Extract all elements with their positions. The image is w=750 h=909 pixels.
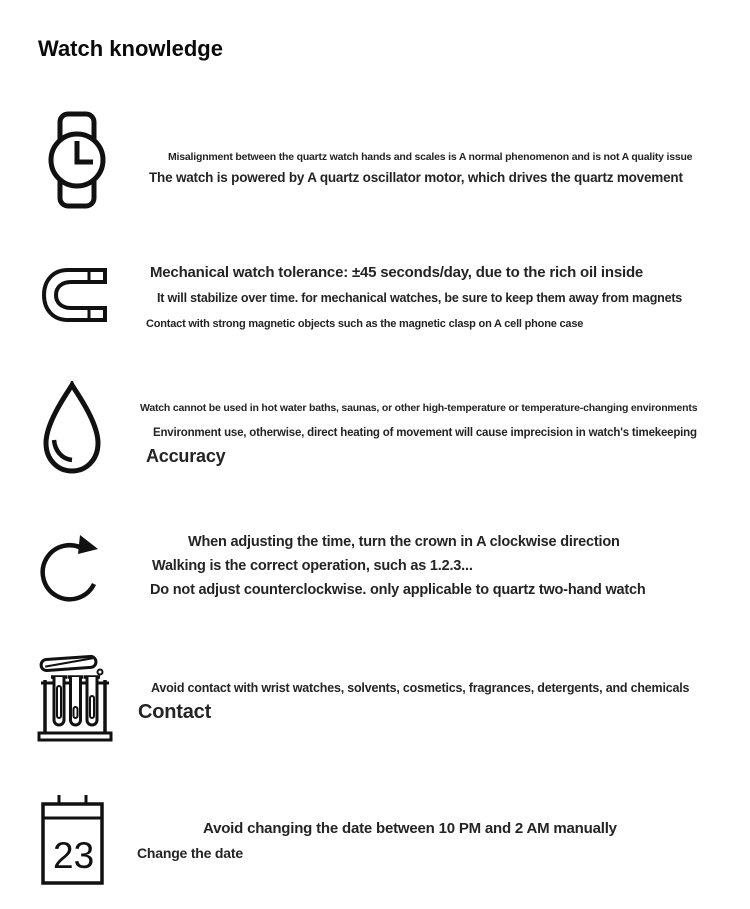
- magnet-sub-line: It will stabilize over time. for mechanical watches, be sure to keep them away from magnets: [157, 291, 683, 305]
- magnet-icon: [42, 266, 108, 324]
- heat-sub-line: Environment use, otherwise, direct heating of movement will cause imprecision in watch's timekeeping: [153, 427, 697, 439]
- crown-note-line: Do not adjust counterclockwise. only applicable to quartz two-hand watch: [150, 582, 646, 598]
- watch-icon: [46, 111, 108, 209]
- magnet-main-line: Mechanical watch tolerance: ±45 seconds/day, due to the rich oil inside: [150, 264, 644, 281]
- calendar-day-number: 23: [53, 835, 95, 876]
- quartz-main-line: The watch is powered by A quartz oscillator motor, which drives the quartz movement: [149, 170, 683, 185]
- chemicals-main-line: Avoid contact with wrist watches, solvents, cosmetics, fragrances, detergents, and chemicals: [151, 681, 690, 695]
- calendar-icon: [40, 793, 105, 886]
- contact-heading: Contact: [138, 701, 212, 723]
- crown-main-line: When adjusting the time, turn the crown in A clockwise direction: [188, 534, 620, 550]
- magnet-note-line: Contact with strong magnetic objects such as the magnetic clasp on A cell phone case: [146, 318, 584, 330]
- page-title: Watch knowledge: [38, 36, 223, 61]
- quartz-note-line: Misalignment between the quartz watch hands and scales is A normal phenomenon and is not A quality issue: [168, 151, 693, 163]
- clockwise-arrow-icon: [40, 526, 104, 608]
- water-drop-icon: [38, 381, 106, 477]
- crown-sub-line: Walking is the correct operation, such as 1.2.3...: [152, 558, 473, 574]
- heat-note-line: Watch cannot be used in hot water baths, saunas, or other high-temperature or temperature-changing environments: [140, 402, 698, 414]
- date-sub-line: Change the date: [137, 845, 243, 861]
- accuracy-heading: Accuracy: [146, 446, 226, 466]
- date-main-line: Avoid changing the date between 10 PM and 2 AM manually: [203, 820, 617, 837]
- test-tubes-icon: [36, 649, 114, 743]
